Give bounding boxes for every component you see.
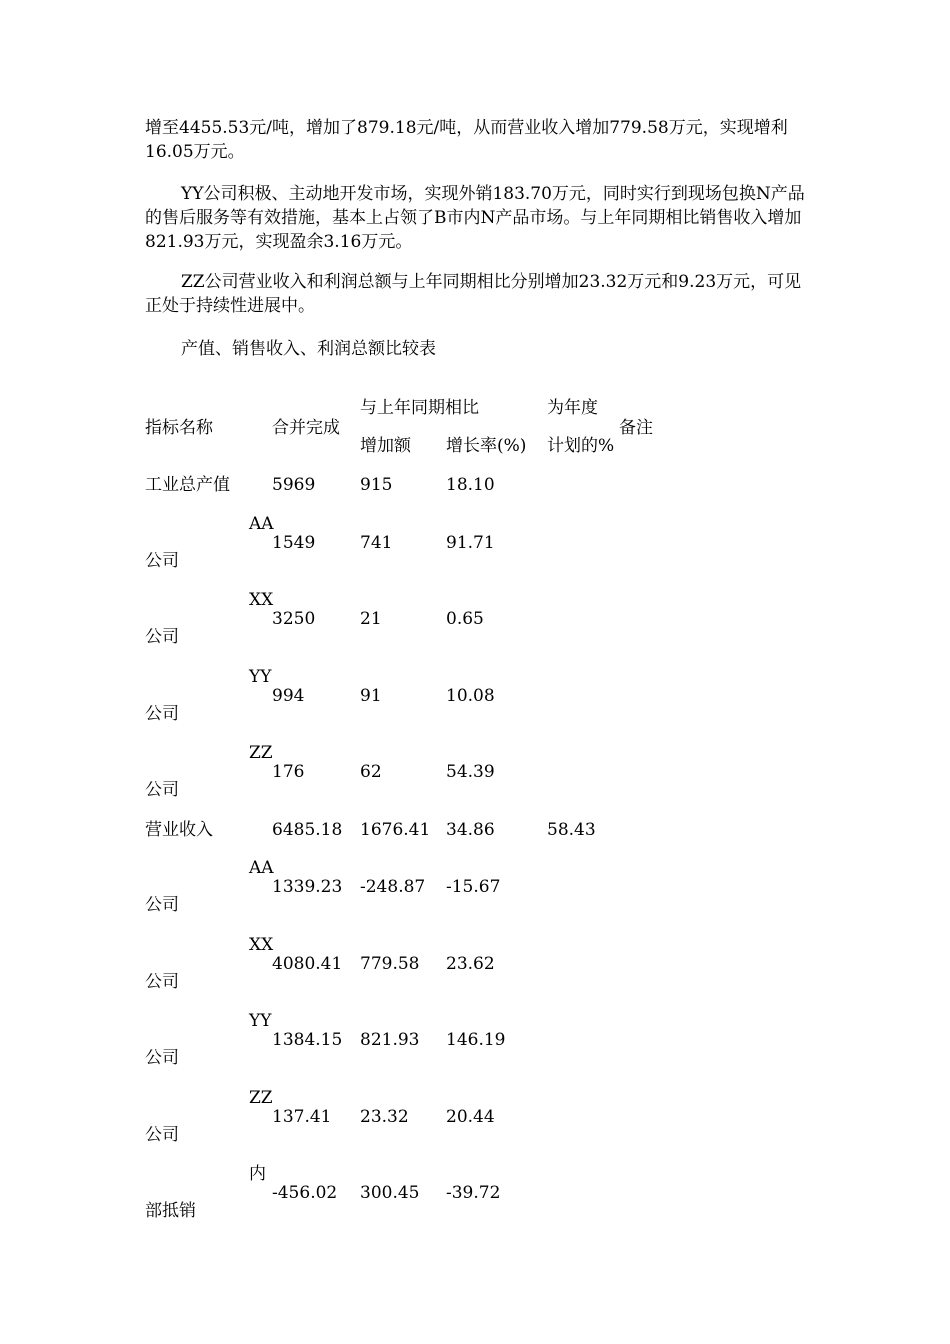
row-name: 公司	[145, 780, 179, 800]
cell-combined: 1384.15	[272, 1030, 343, 1050]
row-name-prefix: AA	[249, 514, 274, 534]
row-name-prefix: AA	[249, 858, 274, 878]
cell-combined: 1339.23	[272, 877, 343, 897]
table-title: 产值、销售收入、利润总额比较表	[181, 339, 436, 359]
cell-combined: 5969	[272, 475, 316, 495]
row-name-prefix: 内	[249, 1164, 266, 1184]
cell-combined: 3250	[272, 609, 316, 629]
cell-increase: 741	[360, 533, 393, 553]
cell-increase: 91	[360, 686, 382, 706]
cell-combined: 1549	[272, 533, 316, 553]
row-name: 部抵销	[145, 1201, 196, 1221]
paragraph-3: ZZ公司营业收入和利润总额与上年同期相比分别增加23.32万元和9.23万元，可见正处于持续性进展中。	[145, 272, 802, 316]
row-name: 公司	[145, 551, 179, 571]
row-name-prefix: ZZ	[249, 1088, 273, 1108]
row-name: 营业收入	[145, 820, 213, 840]
cell-growth-rate: 18.10	[446, 475, 495, 495]
paragraph-2: YY公司积极、主动地开发市场，实现外销183.70万元，同时实行到现场包换N产品的售后服务等有效措施，基本上占领了B市内N产品市场。与上年同期相比销售收入增加821.93万元，实现盈余3.16万元。	[145, 184, 805, 252]
header-plan-top: 为年度	[547, 398, 598, 418]
cell-growth-rate: 20.44	[446, 1107, 495, 1127]
row-name-prefix: YY	[249, 1011, 272, 1031]
paragraph-1: 增至4455.53元/吨，增加了879.18元/吨，从而营业收入增加779.58万元，实现增利16.05万元。	[145, 118, 788, 162]
cell-growth-rate: 54.39	[446, 762, 495, 782]
cell-increase: 1676.41	[360, 820, 431, 840]
cell-combined: 176	[272, 762, 305, 782]
cell-combined: 4080.41	[272, 954, 343, 974]
header-increase: 增加额	[360, 436, 411, 456]
row-name-prefix: ZZ	[249, 743, 273, 763]
cell-increase: 915	[360, 475, 393, 495]
cell-increase: 21	[360, 609, 382, 629]
header-plan-bottom: 计划的%	[547, 436, 615, 456]
row-name: 公司	[145, 972, 179, 992]
row-name: 工业总产值	[145, 475, 230, 495]
cell-increase: 23.32	[360, 1107, 409, 1127]
row-name: 公司	[145, 1125, 179, 1145]
row-name: 公司	[145, 1048, 179, 1068]
cell-increase: 779.58	[360, 954, 420, 974]
cell-increase: -248.87	[360, 877, 426, 897]
cell-growth-rate: 91.71	[446, 533, 495, 553]
cell-combined: -456.02	[272, 1183, 338, 1203]
row-name: 公司	[145, 895, 179, 915]
cell-increase: 300.45	[360, 1183, 420, 1203]
header-note: 备注	[619, 418, 653, 438]
cell-combined: 994	[272, 686, 305, 706]
row-name-prefix: XX	[249, 935, 274, 955]
cell-growth-rate: 146.19	[446, 1030, 506, 1050]
row-name-prefix: YY	[249, 667, 272, 687]
row-name: 公司	[145, 704, 179, 724]
header-indicator-name: 指标名称	[145, 418, 213, 438]
row-name: 公司	[145, 627, 179, 647]
header-growth-rate: 增长率(%)	[446, 436, 527, 456]
cell-increase: 62	[360, 762, 382, 782]
cell-growth-rate: 10.08	[446, 686, 495, 706]
row-name-prefix: XX	[249, 590, 274, 610]
header-combined: 合并完成	[272, 418, 340, 438]
cell-plan-percent: 58.43	[547, 820, 596, 840]
cell-growth-rate: -39.72	[446, 1183, 501, 1203]
cell-increase: 821.93	[360, 1030, 420, 1050]
cell-growth-rate: 34.86	[446, 820, 495, 840]
header-compare-group: 与上年同期相比	[360, 398, 479, 418]
cell-growth-rate: 23.62	[446, 954, 495, 974]
cell-growth-rate: -15.67	[446, 877, 501, 897]
cell-combined: 6485.18	[272, 820, 343, 840]
cell-combined: 137.41	[272, 1107, 332, 1127]
cell-growth-rate: 0.65	[446, 609, 484, 629]
